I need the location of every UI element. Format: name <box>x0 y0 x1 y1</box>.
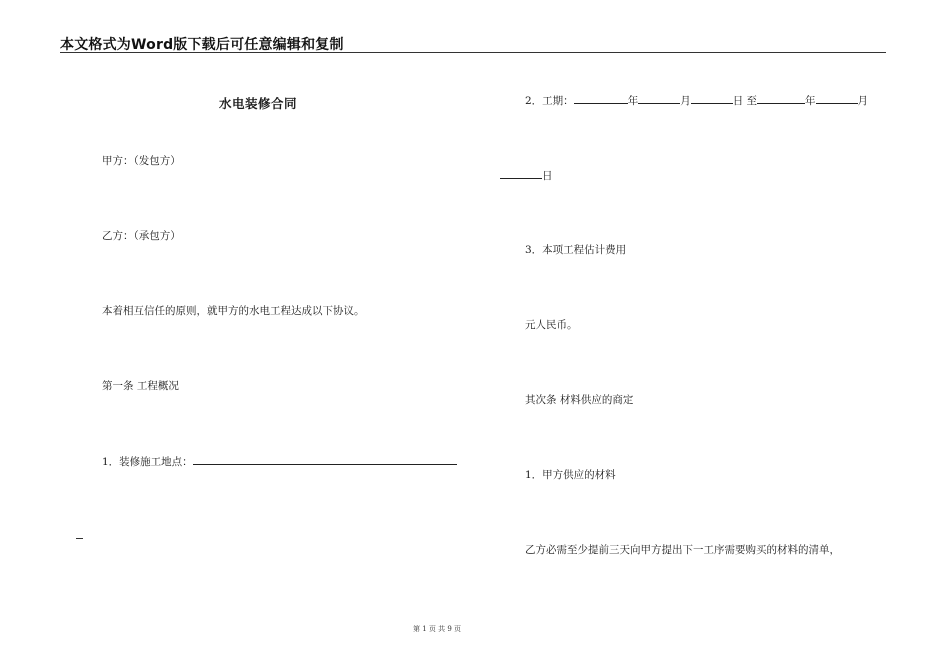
end-month-blank <box>816 93 858 104</box>
start-month-blank <box>638 93 680 104</box>
item-3-line: 3．本项工程估计费用 <box>525 244 627 256</box>
article-2-heading: 其次条 材料供应的商定 <box>525 394 634 406</box>
sub-item-1-text: 乙方必需至少提前三天向甲方提出下一工序需要购买的材料的清单， <box>525 544 840 556</box>
stray-dash <box>76 538 83 539</box>
party-b-line: 乙方：（承包方） <box>102 230 181 242</box>
end-month-label: 月 <box>857 95 869 107</box>
end-year-label: 年 <box>805 95 816 107</box>
end-year-blank <box>757 93 805 104</box>
party-a-line: 甲方：（发包方） <box>102 155 181 167</box>
header-divider <box>60 52 886 53</box>
start-day-to-label: 日 至 <box>732 95 758 107</box>
start-month-label: 月 <box>680 95 691 107</box>
contract-title: 水电装修合同 <box>219 96 298 111</box>
page-number: 第 1 页 共 9 页 <box>413 625 462 633</box>
item-2-line <box>525 93 868 108</box>
article-1-heading: 第一条 工程概况 <box>102 380 179 392</box>
end-day-blank <box>500 168 542 179</box>
sub-item-1-line: 1．甲方供应的材料 <box>525 469 616 481</box>
item-2-prefix: 2．工期： <box>525 95 574 107</box>
start-year-label: 年 <box>627 95 639 107</box>
currency-line: 元人民币。 <box>525 319 578 331</box>
item-1-line <box>102 454 457 469</box>
start-year-blank <box>574 93 628 104</box>
document-header: 本文格式为Word版下载后可任意编辑和复制 <box>60 37 344 53</box>
item-2-continuation <box>500 168 553 183</box>
preamble-paragraph: 本着相互信任的原则，就甲方的水电工程达成以下协议。 <box>102 305 365 317</box>
item-1-label: 1．装修施工地点： <box>102 456 193 468</box>
construction-site-blank <box>193 454 457 465</box>
end-day-label: 日 <box>542 170 553 182</box>
start-day-blank <box>691 93 733 104</box>
